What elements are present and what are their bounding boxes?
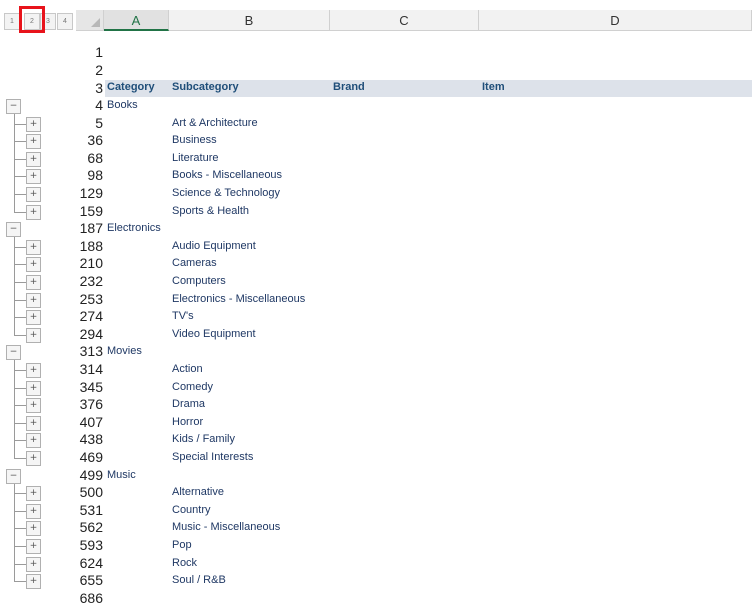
outline-bar — [14, 484, 15, 582]
outline-tick — [14, 581, 26, 582]
category-cell[interactable]: Books — [107, 99, 138, 111]
expand-group-button[interactable]: + — [26, 451, 41, 466]
subcategory-cell[interactable]: Drama — [172, 398, 206, 411]
row-number[interactable]: 345 — [79, 378, 103, 395]
subcategory-cell[interactable]: Kids / Family — [172, 433, 235, 446]
subcategory-cell[interactable]: Rock — [172, 556, 198, 569]
row-number[interactable]: 562 — [79, 519, 103, 536]
outline-tick — [14, 247, 26, 248]
header-item[interactable]: Item — [482, 81, 505, 93]
outline-tick — [14, 300, 26, 301]
outline-tick — [14, 546, 26, 547]
outline-tick — [14, 370, 26, 371]
expand-group-button[interactable]: + — [26, 187, 41, 202]
row-number[interactable]: 531 — [79, 501, 103, 518]
outline-tick — [14, 264, 26, 265]
expand-group-button[interactable]: + — [26, 328, 41, 343]
subcategory-cell[interactable]: Horror — [172, 415, 204, 428]
subcategory-cell[interactable]: Alternative — [172, 486, 224, 499]
row-number[interactable]: 500 — [79, 484, 103, 501]
row-number[interactable]: 593 — [79, 537, 103, 553]
expand-group-button[interactable]: + — [26, 169, 41, 184]
outline-tick — [14, 528, 26, 529]
subcategory-cell[interactable]: Comedy — [172, 380, 213, 393]
row-number[interactable]: 2 — [95, 62, 103, 78]
row-number[interactable]: 36 — [87, 132, 103, 149]
subcategory-cell[interactable]: Literature — [172, 151, 219, 164]
subcategory-cell[interactable]: Action — [172, 363, 203, 375]
subcategory-cell[interactable]: Cameras — [172, 257, 217, 270]
expand-group-button[interactable]: + — [26, 240, 41, 255]
subcategory-cell[interactable]: Books - Miscellaneous — [172, 169, 283, 182]
outline-tick — [14, 176, 26, 177]
outline-tick — [14, 440, 26, 441]
row-number[interactable]: 159 — [79, 202, 103, 219]
row-number[interactable]: 188 — [79, 237, 103, 254]
row-number[interactable]: 4 — [95, 97, 103, 113]
collapse-group-button[interactable]: − — [6, 469, 21, 484]
row-number[interactable]: 5 — [95, 114, 103, 131]
outline-tick — [14, 511, 26, 512]
outline-tick — [14, 159, 26, 160]
row-number[interactable]: 469 — [79, 449, 103, 465]
subcategory-cell[interactable]: Art & Architecture — [172, 116, 258, 129]
outline-tick — [14, 141, 26, 142]
row-number[interactable]: 187 — [79, 220, 103, 237]
header-subcategory[interactable]: Subcategory — [172, 81, 239, 93]
category-cell[interactable]: Music — [107, 468, 136, 481]
expand-group-button[interactable]: + — [26, 521, 41, 536]
expand-group-button[interactable]: + — [26, 398, 41, 413]
outline-tick — [14, 194, 26, 195]
row-number[interactable]: 232 — [79, 273, 103, 289]
outline-bar — [14, 237, 15, 335]
expand-group-button[interactable]: + — [26, 416, 41, 431]
column-header-a[interactable]: A — [104, 10, 169, 31]
select-all-button[interactable] — [76, 10, 104, 31]
row-number[interactable]: 407 — [79, 413, 103, 430]
subcategory-cell[interactable]: Electronics - Miscellaneous — [172, 292, 306, 305]
expand-group-button[interactable]: + — [26, 152, 41, 167]
subcategory-cell[interactable]: Sports & Health — [172, 204, 250, 217]
expand-group-button[interactable]: + — [26, 117, 41, 132]
outline-tick — [14, 124, 26, 125]
column-header-d[interactable]: D — [479, 10, 752, 31]
select-all-triangle-icon — [91, 18, 100, 27]
subcategory-cell[interactable]: Music - Miscellaneous — [172, 521, 281, 534]
outline-level-3-button[interactable]: 3 — [40, 13, 56, 30]
highlight-box — [19, 6, 45, 33]
subcategory-cell[interactable]: TV's — [172, 310, 194, 323]
expand-group-button[interactable]: + — [26, 539, 41, 554]
row-number[interactable]: 686 — [79, 589, 103, 606]
subcategory-cell[interactable]: Special Interests — [172, 451, 254, 463]
subcategory-cell[interactable]: Pop — [172, 539, 192, 551]
subcategory-cell[interactable]: Video Equipment — [172, 327, 256, 340]
category-cell[interactable]: Movies — [107, 345, 142, 358]
outline-level-2-button[interactable]: 2 — [24, 13, 40, 30]
row-number[interactable]: 1 — [95, 44, 103, 60]
outline-level-4-button[interactable]: 4 — [57, 13, 73, 30]
expand-group-button[interactable]: + — [26, 557, 41, 572]
row-number[interactable]: 129 — [79, 185, 103, 201]
expand-group-button[interactable]: + — [26, 363, 41, 378]
row-number[interactable]: 624 — [79, 554, 103, 571]
expand-group-button[interactable]: + — [26, 486, 41, 501]
category-cell[interactable]: Electronics — [107, 222, 161, 235]
outline-bar — [14, 360, 15, 458]
subcategory-cell[interactable]: Business — [172, 134, 217, 147]
outline-tick — [14, 317, 26, 318]
collapse-group-button[interactable]: − — [6, 99, 21, 114]
row-number[interactable]: 499 — [79, 466, 103, 483]
row-number[interactable]: 210 — [79, 255, 103, 272]
outline-tick — [14, 282, 26, 283]
column-header-b[interactable]: B — [169, 10, 330, 31]
row-number[interactable]: 314 — [79, 361, 103, 377]
expand-group-button[interactable]: + — [26, 205, 41, 220]
subcategory-cell[interactable]: Computers — [172, 275, 226, 287]
row-number[interactable]: 68 — [87, 149, 103, 166]
outline-level-1-button[interactable]: 1 — [4, 13, 20, 30]
outline-tick — [14, 493, 26, 494]
row-number[interactable]: 274 — [79, 308, 103, 325]
outline-tick — [14, 458, 26, 459]
outline-tick — [14, 335, 26, 336]
collapse-group-button[interactable]: − — [6, 345, 21, 360]
expand-group-button[interactable]: + — [26, 433, 41, 448]
row-number[interactable]: 655 — [79, 572, 103, 589]
row-number[interactable]: 98 — [87, 167, 103, 184]
expand-group-button[interactable]: + — [26, 574, 41, 589]
outline-tick — [14, 564, 26, 565]
outline-bar — [14, 114, 15, 212]
subcategory-cell[interactable]: Science & Technology — [172, 187, 281, 199]
header-brand[interactable]: Brand — [333, 81, 365, 93]
collapse-group-button[interactable]: − — [6, 222, 21, 237]
row-number[interactable]: 438 — [79, 431, 103, 448]
outline-tick — [14, 405, 26, 406]
expand-group-button[interactable]: + — [26, 134, 41, 149]
subcategory-cell[interactable]: Country — [172, 503, 211, 516]
expand-group-button[interactable]: + — [26, 293, 41, 308]
expand-group-button[interactable]: + — [26, 381, 41, 396]
subcategory-cell[interactable]: Audio Equipment — [172, 239, 256, 252]
expand-group-button[interactable]: + — [26, 310, 41, 325]
expand-group-button[interactable]: + — [26, 275, 41, 290]
row-number[interactable]: 3 — [95, 80, 103, 96]
row-number[interactable]: 294 — [79, 325, 103, 342]
row-number[interactable]: 253 — [79, 290, 103, 307]
outline-tick — [14, 388, 26, 389]
outline-tick — [14, 212, 26, 213]
row-number[interactable]: 313 — [79, 343, 103, 360]
column-header-c[interactable]: C — [330, 10, 479, 31]
row-number[interactable]: 376 — [79, 396, 103, 413]
expand-group-button[interactable]: + — [26, 257, 41, 272]
header-category[interactable]: Category — [107, 81, 155, 93]
outline-tick — [14, 423, 26, 424]
subcategory-cell[interactable]: Soul / R&B — [172, 574, 226, 587]
expand-group-button[interactable]: + — [26, 504, 41, 519]
